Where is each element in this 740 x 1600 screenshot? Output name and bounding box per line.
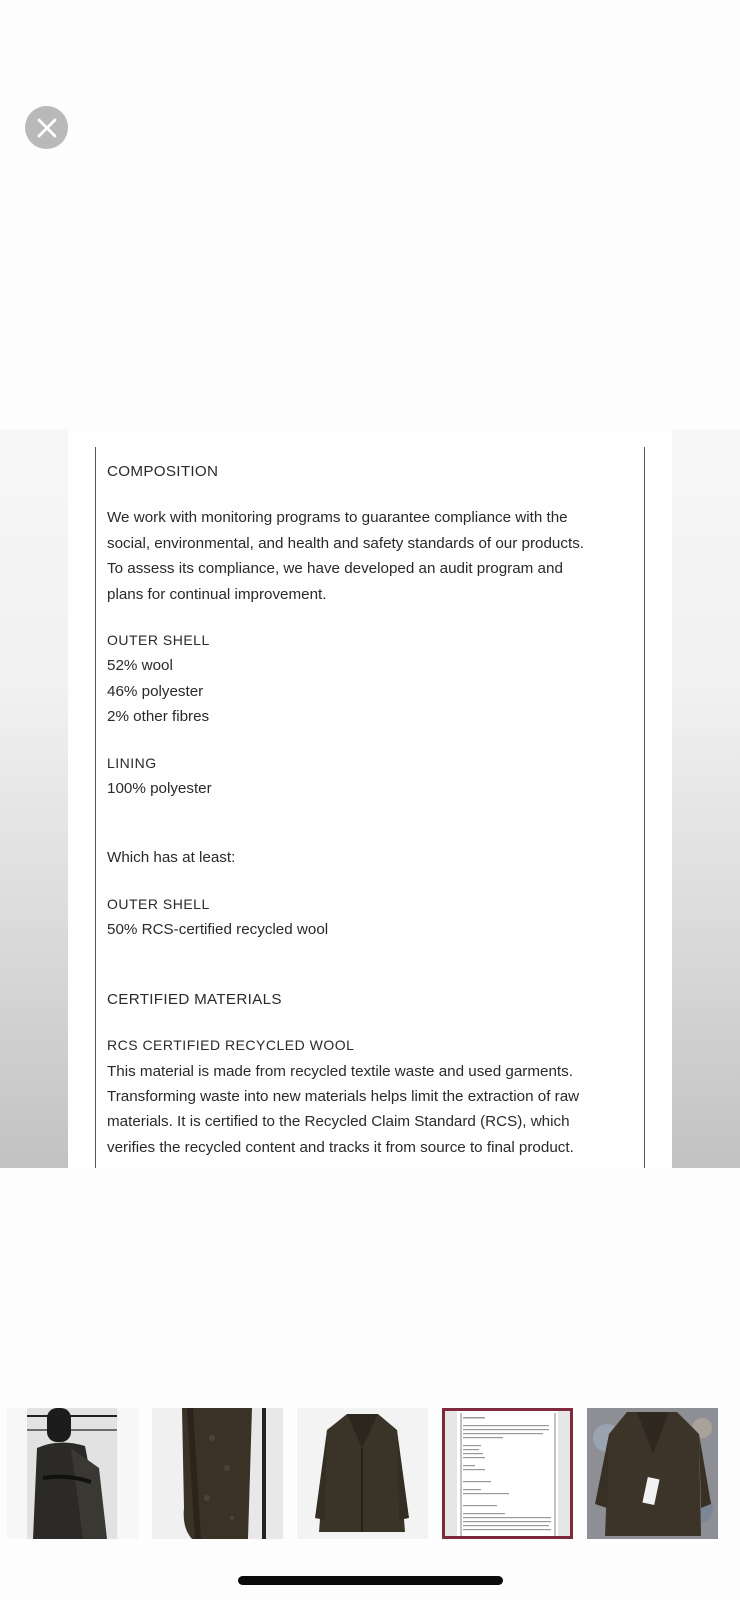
- image-viewer[interactable]: [0, 429, 740, 1168]
- outer-shell-heading: OUTER SHELL: [107, 632, 210, 649]
- coat-front-image: [297, 1408, 428, 1539]
- image-shade-left: [0, 429, 68, 1168]
- thumbnail-fabric-detail[interactable]: [152, 1408, 283, 1539]
- thumbnail-coat-front[interactable]: [297, 1408, 428, 1539]
- thumbnail-model-wearing-coat[interactable]: [7, 1408, 138, 1539]
- rcs-line: materials. It is certified to the Recycled Claim Standard (RCS), which: [107, 1113, 570, 1131]
- lining-item: 100% polyester: [107, 780, 212, 798]
- rcs-line: This material is made from recycled textile waste and used garments.: [107, 1062, 573, 1080]
- composition-document: [68, 429, 672, 1168]
- intro-line: To assess its compliance, we have developed an audit program and: [107, 560, 563, 578]
- close-icon: [36, 117, 58, 139]
- certified-materials-heading: CERTIFIED MATERIALS: [107, 990, 282, 1008]
- outer-shell-item: 2% other fibres: [107, 708, 210, 726]
- rcs-heading: RCS CERTIFIED RECYCLED WOOL: [107, 1037, 355, 1054]
- recycled-item: 50% RCS-certified recycled wool: [107, 921, 329, 939]
- intro-line: social, environmental, and health and safety standards of our products.: [107, 534, 585, 552]
- intro-line: We work with monitoring programs to guarantee compliance with the: [107, 509, 568, 527]
- coat-with-tag-image: [587, 1408, 718, 1539]
- at-least-text: Which has at least:: [107, 849, 236, 867]
- lining-heading: LINING: [107, 754, 157, 771]
- outer-shell-item: 46% polyester: [107, 682, 204, 700]
- recycled-outer-shell-heading: OUTER SHELL: [107, 895, 210, 912]
- rcs-line: verifies the recycled content and tracks it from source to final product.: [107, 1138, 574, 1156]
- fabric-detail-image: [152, 1408, 283, 1539]
- thumbnail-strip: [0, 1408, 740, 1540]
- thumbnail-composition-label[interactable]: [442, 1408, 573, 1539]
- rcs-line: Transforming waste into new materials helps limit the extraction of raw: [107, 1087, 580, 1105]
- close-button[interactable]: [25, 106, 68, 149]
- image-shade-right: [672, 429, 740, 1168]
- intro-line: plans for continual improvement.: [107, 585, 327, 603]
- intro-paragraph: [107, 505, 637, 607]
- rcs-paragraph: [107, 1059, 637, 1161]
- model-photo-image: [7, 1408, 138, 1539]
- home-indicator[interactable]: [238, 1576, 503, 1585]
- thumbnail-coat-with-tag[interactable]: [587, 1408, 718, 1539]
- composition-heading: COMPOSITION: [107, 463, 219, 480]
- composition-label-thumbnail-image: [445, 1411, 570, 1536]
- outer-shell-item: 52% wool: [107, 657, 173, 675]
- document-text: [107, 459, 637, 1160]
